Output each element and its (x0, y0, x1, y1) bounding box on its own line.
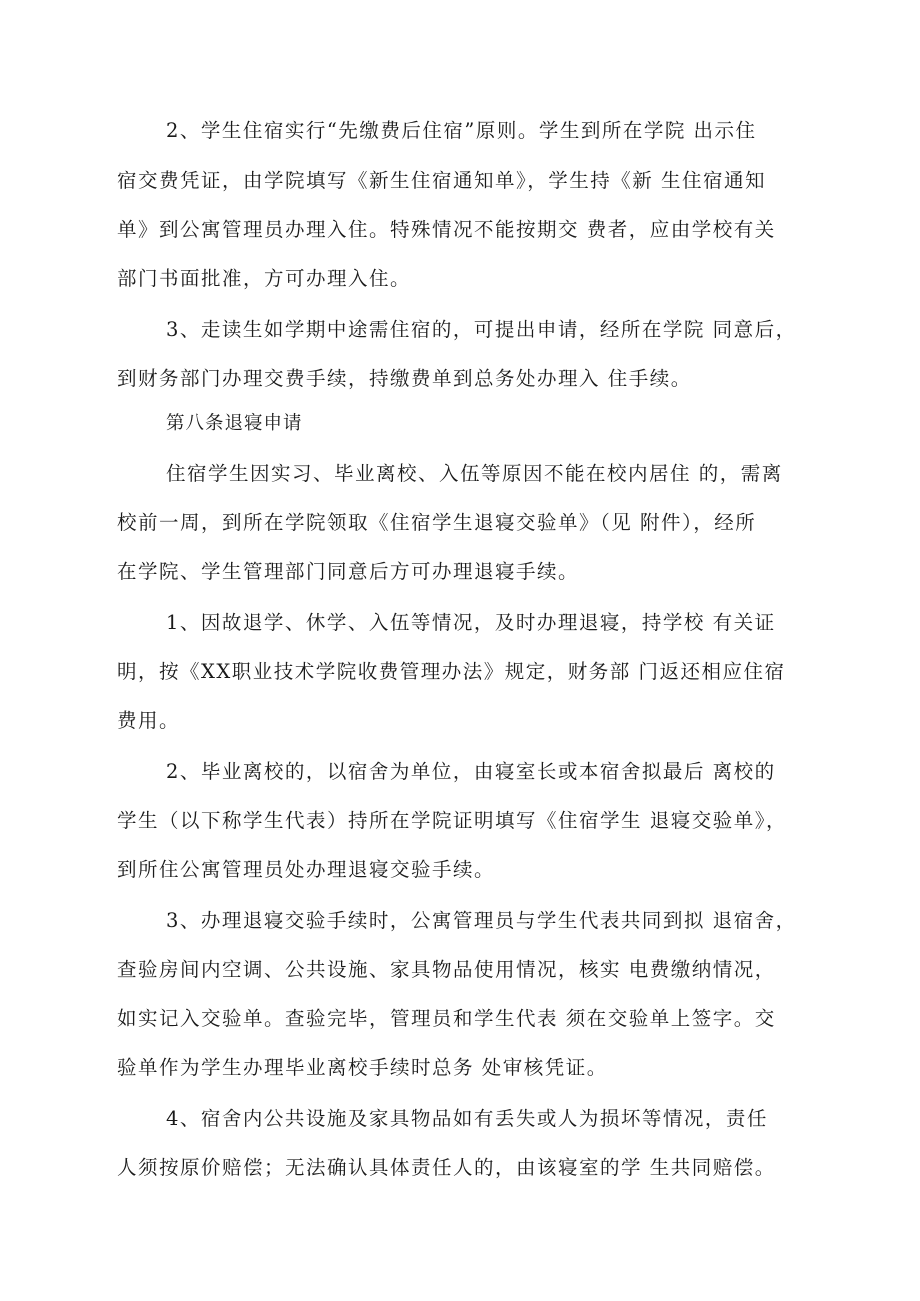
paragraph-line: 人须按原价赔偿；无法确认具体责任人的，由该寝室的学 生共同赔偿。 (117, 1156, 776, 1179)
paragraph-line: 2、学生住宿实行“先缴费后住宿”原则。学生到所在学院 出示住 (166, 119, 757, 142)
paragraph-line: 3、走读生如学期中途需住宿的，可提出申请，经所在学院 同意后， (166, 318, 797, 341)
paragraph-line: 在学院、学生管理部门同意后方可办理退寝手续。 (117, 560, 580, 583)
paragraph-line: 到财务部门办理交费手续，持缴费单到总务处办理入 住手续。 (117, 367, 692, 390)
paragraph-line: 如实记入交验单。查验完毕，管理员和学生代表 须在交验单上签字。交 (117, 1007, 776, 1030)
paragraph-line: 单》到公寓管理员办理入住。特殊情况不能按期交 费者，应由学校有关 (117, 218, 776, 241)
paragraph-line: 明，按《XX职业技术学院收费管理办法》规定，财务部 门返还相应住宿 (117, 660, 786, 683)
paragraph-line: 4、宿舍内公共设施及家具物品如有丢失或人为损坏等情况，责任 (166, 1107, 768, 1130)
paragraph-line: 1、因故退学、休学、入伍等情况，及时办理退寝，持学校 有关证 (166, 611, 776, 634)
paragraph-line: 查验房间内空调、公共设施、家具物品使用情况，核实 电费缴纳情况， (117, 958, 776, 981)
paragraph-line: 宿交费凭证，由学院填写《新生住宿通知单》，学生持《新 生住宿通知 (117, 169, 766, 192)
paragraph-line: 学生（以下称学生代表）持所在学院证明填写《住宿学生 退寝交验单》， (117, 809, 787, 832)
paragraph-line: 住宿学生因实习、毕业离校、入伍等原因不能在校内居住 的，需离 (166, 462, 783, 485)
section-heading: 第八条退寝申请 (166, 413, 303, 434)
paragraph-line: 费用。 (117, 709, 181, 732)
paragraph-line: 验单作为学生办理毕业离校手续时总务 处审核凭证。 (117, 1056, 608, 1079)
paragraph-line: 校前一周，到所在学院领取《住宿学生退寝交验单》（见 附件），经所 (117, 511, 757, 534)
paragraph-line: 到所住公寓管理员处办理退寝交验手续。 (117, 858, 496, 881)
paragraph-line: 3、办理退寝交验手续时，公寓管理员与学生代表共同到拟 退宿舍， (166, 909, 797, 932)
paragraph-line: 部门书面批准，方可办理入住。 (117, 267, 412, 290)
paragraph-line: 2、毕业离校的，以宿舍为单位，由寝室长或本宿舍拟最后 离校的 (166, 760, 776, 783)
